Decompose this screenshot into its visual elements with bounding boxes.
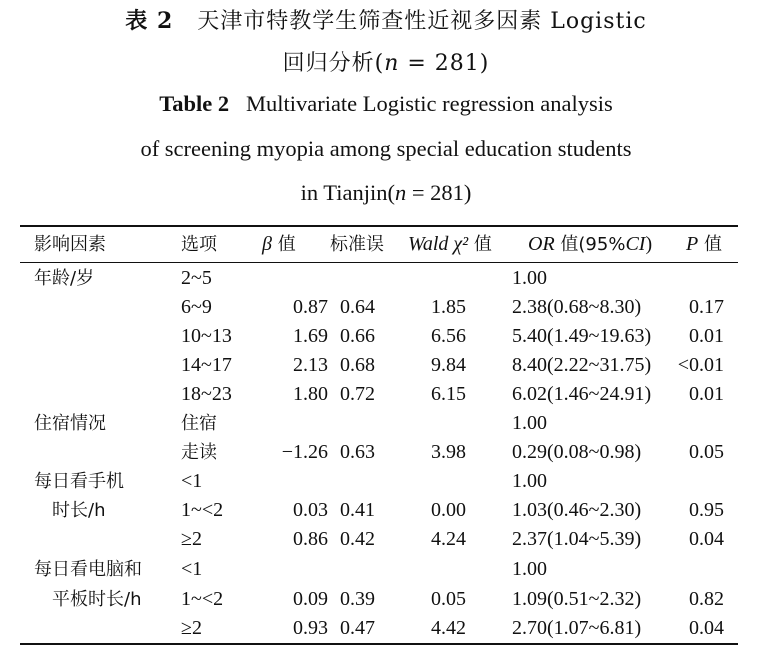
cell-beta: 0.86 — [293, 528, 328, 550]
table-title-cn-line2 — [0, 46, 772, 77]
table-title-en-line1 — [0, 91, 772, 117]
cell-or: 1.00 — [512, 412, 547, 434]
title-cn-line2-pre: 回归分析( — [282, 51, 385, 76]
cell-wald: 0.00 — [431, 499, 466, 521]
cell-wald: 9.84 — [431, 354, 466, 376]
header-p — [686, 230, 722, 259]
bottom-rule — [20, 643, 738, 645]
table-row — [0, 496, 772, 525]
cell-or: 1.00 — [512, 470, 547, 492]
cell-factor: 年龄/岁 — [34, 268, 95, 289]
cell-se: 0.66 — [340, 325, 375, 347]
cell-option: 6~9 — [181, 296, 212, 318]
cell-wald: 1.85 — [431, 296, 466, 318]
cell-p: 0.04 — [689, 617, 724, 639]
cell-beta — [258, 264, 328, 293]
cell-p: 0.82 — [689, 588, 724, 610]
cell-wald — [420, 264, 466, 293]
cell-beta: −1.26 — [281, 441, 328, 463]
cell-or: 2.38(0.68~8.30) — [512, 296, 642, 318]
table-row — [0, 585, 772, 614]
cell-se: 0.41 — [340, 499, 375, 521]
cell-factor: 时长/h — [52, 500, 106, 521]
cell-beta — [258, 555, 328, 584]
top-rule — [20, 225, 738, 227]
cell-option: 2~5 — [181, 267, 212, 289]
cell-p: 0.01 — [689, 325, 724, 347]
cell-beta: 2.13 — [293, 354, 328, 376]
cell-se — [335, 555, 375, 584]
cell-or: 2.37(1.04~5.39) — [512, 528, 642, 550]
table-label-cn: 表 2 — [125, 8, 174, 34]
title-en-line3-post: = 281) — [406, 180, 472, 205]
cell-wald: 4.42 — [431, 617, 466, 639]
cell-option: 18~23 — [181, 383, 232, 405]
header-p-sym: P — [686, 233, 699, 255]
cell-or: 5.40(1.49~19.63) — [512, 325, 652, 347]
cell-or: 8.40(2.22~31.75) — [512, 354, 652, 376]
cell-wald — [420, 409, 466, 438]
cell-beta — [258, 409, 328, 438]
cell-se — [335, 467, 375, 496]
cell-or: 2.70(1.07~6.81) — [512, 617, 642, 639]
cell-factor: 每日看电脑和 — [34, 559, 142, 580]
header-se: 标准误 — [330, 234, 384, 255]
cell-option: <1 — [181, 558, 203, 580]
cell-wald: 6.15 — [431, 383, 466, 405]
table-label-en: Table 2 — [159, 91, 230, 116]
header-wald-sym: Wald χ² — [408, 233, 469, 255]
header-or-pre: 值(95% — [554, 234, 626, 255]
cell-option: 10~13 — [181, 325, 232, 347]
cell-or: 1.03(0.46~2.30) — [512, 499, 642, 521]
header-or-post: ) — [645, 233, 653, 255]
cell-se: 0.64 — [340, 296, 375, 318]
cell-se: 0.39 — [340, 588, 375, 610]
cell-se: 0.42 — [340, 528, 375, 550]
table-row — [0, 322, 772, 351]
cell-beta: 0.09 — [293, 588, 328, 610]
cell-factor: 每日看手机 — [34, 471, 124, 492]
header-or — [528, 230, 652, 259]
table-row — [0, 438, 772, 467]
cell-p — [672, 264, 724, 293]
table-title-en-line3 — [0, 180, 772, 206]
header-or-sym: OR — [528, 233, 555, 255]
header-beta-word: 值 — [271, 234, 296, 255]
cell-or: 1.09(0.51~2.32) — [512, 588, 642, 610]
cell-beta: 1.69 — [293, 325, 328, 347]
table-row — [0, 380, 772, 409]
table-title-cn-line1 — [0, 4, 772, 35]
title-en-line3-pre: in Tianjin( — [300, 180, 395, 205]
cell-se: 0.47 — [340, 617, 375, 639]
cell-p — [672, 555, 724, 584]
header-rule — [20, 262, 738, 263]
title-cn-n: n — [384, 51, 400, 76]
title-en-text1: Multivariate Logistic regression analysis — [245, 91, 613, 116]
table-row — [0, 467, 772, 496]
cell-beta: 0.93 — [293, 617, 328, 639]
cell-or: 6.02(1.46~24.91) — [512, 383, 652, 405]
cell-beta: 1.80 — [293, 383, 328, 405]
cell-beta — [258, 467, 328, 496]
cell-wald — [420, 467, 466, 496]
cell-p: 0.04 — [689, 528, 724, 550]
cell-wald: 0.05 — [431, 588, 466, 610]
header-wald — [408, 230, 492, 259]
cell-se: 0.63 — [340, 441, 375, 463]
cell-se — [335, 264, 375, 293]
table-title-en-line2: of screening myopia among special education students — [140, 136, 632, 161]
cell-p: 0.05 — [689, 441, 724, 463]
table-row — [0, 614, 772, 643]
cell-or: 0.29(0.08~0.98) — [512, 441, 642, 463]
cell-beta: 0.87 — [293, 296, 328, 318]
table-row — [0, 525, 772, 554]
cell-option: ≥2 — [181, 528, 202, 550]
cell-option: ≥2 — [181, 617, 202, 639]
header-option: 选项 — [181, 234, 217, 255]
cell-factor: 平板时长/h — [52, 589, 142, 610]
cell-option: 住宿 — [181, 413, 217, 434]
cell-option: 1~<2 — [181, 499, 224, 521]
cell-p: <0.01 — [677, 354, 724, 376]
cell-or: 1.00 — [512, 558, 547, 580]
header-p-word: 值 — [698, 234, 722, 255]
header-or-ci: CI — [625, 233, 646, 255]
header-factor: 影响因素 — [34, 234, 106, 255]
cell-wald — [420, 555, 466, 584]
cell-wald: 3.98 — [431, 441, 466, 463]
cell-wald: 6.56 — [431, 325, 466, 347]
table-row — [0, 293, 772, 322]
title-cn-text: 天津市特教学生筛查性近视多因素 Logistic — [197, 9, 647, 34]
title-en-n: n — [394, 180, 407, 205]
table-row — [0, 555, 772, 584]
cell-p: 0.01 — [689, 383, 724, 405]
header-beta — [262, 230, 296, 259]
cell-se — [335, 409, 375, 438]
cell-option: 1~<2 — [181, 588, 224, 610]
header-beta-sym: β — [262, 233, 272, 255]
header-wald-word: 值 — [468, 234, 492, 255]
table-row — [0, 264, 772, 293]
cell-beta: 0.03 — [293, 499, 328, 521]
cell-p — [672, 467, 724, 496]
cell-wald: 4.24 — [431, 528, 466, 550]
title-cn-line2-post: = 281) — [399, 51, 490, 76]
table-row — [0, 409, 772, 438]
cell-factor: 住宿情况 — [34, 413, 106, 434]
cell-or: 1.00 — [512, 267, 547, 289]
cell-se: 0.68 — [340, 354, 375, 376]
cell-p: 0.95 — [689, 499, 724, 521]
cell-p — [672, 409, 724, 438]
cell-option: <1 — [181, 470, 203, 492]
cell-p: 0.17 — [689, 296, 724, 318]
cell-option: 走读 — [181, 442, 217, 463]
cell-se: 0.72 — [340, 383, 375, 405]
table-header — [0, 230, 772, 259]
table-row — [0, 351, 772, 380]
cell-option: 14~17 — [181, 354, 232, 376]
